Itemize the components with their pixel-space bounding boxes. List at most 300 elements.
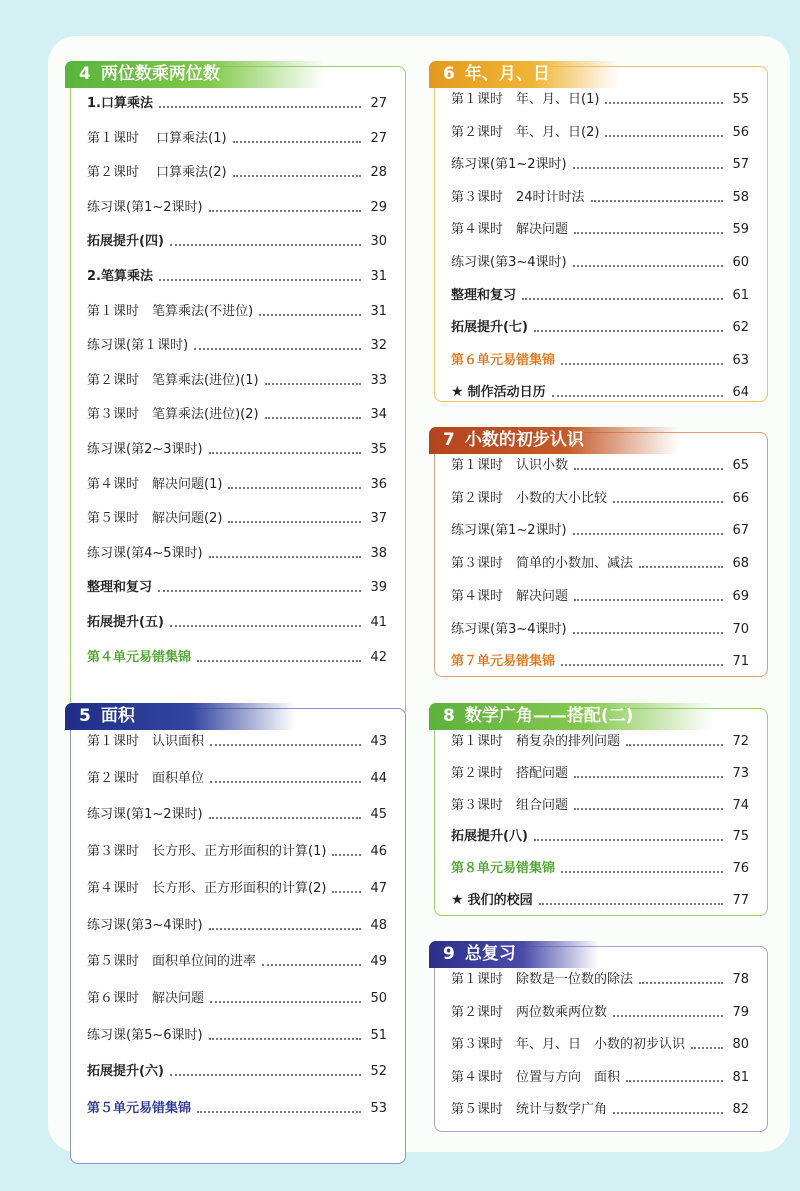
toc-entry-page: 43 [370, 734, 387, 749]
toc-entry-text: 第５课时 解决问题(2) [87, 511, 223, 527]
toc-entry[interactable] [451, 1034, 749, 1054]
toc-entry-label [451, 457, 568, 475]
toc-entry[interactable] [87, 266, 387, 286]
toc-entry-text: 第２课时 两位数乘两位数 [451, 1004, 608, 1020]
toc-entry[interactable] [451, 317, 749, 337]
toc-entry-label [451, 588, 568, 606]
toc-entry-label [451, 765, 568, 783]
dot-leader [210, 744, 361, 746]
dot-leader [332, 854, 361, 856]
dot-leader [626, 1080, 723, 1082]
toc-entry-label [87, 917, 203, 935]
toc-entry[interactable] [451, 285, 749, 305]
toc-entry-text: 练习课(第1~2课时) [451, 523, 567, 539]
dot-leader [170, 625, 361, 627]
dot-leader [158, 590, 361, 592]
unit-card-6 [434, 66, 768, 402]
toc-entry[interactable] [87, 647, 387, 667]
unit-title: 两位数乘两位数 [100, 64, 220, 84]
dot-leader [639, 982, 723, 984]
toc-entry-label [87, 337, 188, 355]
dot-leader [209, 452, 361, 454]
toc-entry-label [87, 649, 191, 667]
toc-entry[interactable] [87, 508, 387, 528]
toc-entry-page: 59 [732, 222, 749, 238]
toc-entry-text: 第１课时 认识面积 [87, 734, 205, 749]
toc-entry-page: 80 [732, 1037, 749, 1052]
dot-leader [552, 395, 723, 397]
toc-entry-label [451, 828, 528, 846]
toc-entry-text: 第１课时 除数是一位数的除法 [451, 972, 634, 987]
toc-entry[interactable] [87, 231, 387, 251]
toc-entry[interactable] [451, 219, 749, 239]
toc-entry[interactable] [451, 763, 749, 783]
toc-entry[interactable] [87, 543, 387, 563]
toc-entry-label [87, 372, 259, 390]
toc-entry-label [451, 733, 620, 751]
unit-number: 5 [79, 706, 91, 726]
toc-entry-text: 拓展提升(四) [87, 234, 164, 250]
toc-entry-label [87, 441, 203, 459]
toc-entry-label [451, 860, 555, 878]
toc-entry-label [87, 130, 227, 148]
toc-entry-label [451, 522, 567, 540]
toc-entry[interactable] [87, 439, 387, 459]
toc-entry[interactable] [451, 553, 749, 573]
dot-leader [574, 599, 723, 601]
toc-entry-page: 31 [370, 303, 387, 319]
toc-entry-label [451, 287, 516, 305]
toc-entry[interactable] [451, 187, 749, 207]
toc-entry-label [87, 303, 253, 321]
toc-entry-label [87, 1063, 164, 1081]
toc-entry-page: 82 [732, 1102, 749, 1117]
dot-leader [534, 839, 723, 841]
toc-entry-page: 66 [732, 490, 749, 506]
unit-title: 面积 [100, 706, 135, 726]
toc-entry-text: 整理和复习 [451, 287, 517, 303]
toc-entry-label [451, 319, 528, 337]
toc-entry-text: 第２课时 笔算乘法(进位)(1) [87, 372, 259, 388]
toc-entry-page: 52 [370, 1064, 387, 1080]
toc-entry[interactable] [451, 890, 749, 910]
dot-leader [613, 1112, 723, 1114]
toc-entry-label [451, 797, 568, 815]
toc-entry-page: 50 [370, 990, 387, 1006]
dot-leader [574, 468, 723, 470]
toc-entry-text: 练习课(第3~4课时) [451, 621, 567, 637]
toc-entry-page: 42 [370, 649, 387, 665]
toc-entry-label [87, 268, 153, 286]
toc-entry[interactable] [451, 252, 749, 272]
dot-leader [209, 817, 361, 819]
dot-leader [573, 167, 723, 169]
toc-entry-page: 27 [370, 130, 387, 146]
unit-card-5 [70, 708, 406, 1164]
dot-leader [561, 363, 723, 365]
unit-card-8 [434, 708, 768, 916]
toc-entry[interactable] [87, 841, 387, 861]
dot-leader [534, 330, 723, 332]
toc-entry-label [451, 383, 546, 402]
toc-entry-page: 30 [370, 234, 387, 250]
toc-entry-page: 53 [370, 1101, 387, 1116]
toc-entry-text: 第７单元易错集锦 [451, 654, 556, 670]
toc-entry-page: 74 [732, 797, 749, 813]
toc-entry-label [451, 1069, 620, 1087]
dot-leader [209, 928, 361, 930]
toc-entry-text: 练习课(第1~2课时) [451, 157, 567, 173]
toc-entry-text: 练习课(第１课时) [87, 338, 189, 354]
toc-entry[interactable] [451, 89, 749, 109]
toc-entry[interactable] [87, 951, 387, 971]
toc-entry-text: 我们的校园 [467, 893, 533, 908]
toc-entry-text: 第１课时 口算乘法(1) [87, 130, 227, 146]
toc-entry-text: 第２课时 年、月、日(2) [451, 124, 600, 140]
toc-entry[interactable] [87, 915, 387, 935]
toc-entry-label [451, 555, 633, 573]
toc-entry-page: 31 [370, 269, 387, 284]
toc-entry-text: 制作活动日历 [467, 385, 546, 401]
dot-leader [209, 210, 361, 212]
dot-leader [539, 903, 723, 905]
toc-entry-label [87, 164, 227, 182]
unit-card-9 [434, 946, 768, 1132]
toc-entry-page: 51 [370, 1027, 387, 1043]
toc-entry-page: 47 [370, 880, 387, 896]
toc-entry-text: 第５单元易错集锦 [87, 1101, 192, 1116]
toc-entry-label [451, 91, 599, 109]
toc-entry-text: 练习课(第3~4课时) [87, 917, 203, 933]
toc-entry-text: 2.笔算乘法 [87, 269, 153, 284]
toc-entry-label [451, 490, 607, 508]
dot-leader [262, 964, 361, 966]
toc-entry-page: 70 [732, 621, 749, 637]
toc-entry-page: 73 [732, 765, 749, 781]
toc-entry-page: 63 [732, 352, 749, 368]
dot-leader [605, 102, 723, 104]
toc-entry-label [87, 953, 256, 971]
dot-leader [170, 244, 361, 246]
toc-entry[interactable] [87, 731, 387, 751]
toc-entry-page: 32 [370, 338, 387, 354]
toc-entry-page: 44 [370, 770, 387, 786]
dot-leader [691, 1047, 723, 1049]
unit-number: 4 [79, 64, 91, 84]
toc-entry[interactable] [87, 577, 387, 597]
toc-entry-text: 第２课时 口算乘法(2) [87, 165, 227, 181]
dot-leader [209, 1038, 361, 1040]
toc-entry-page: 81 [732, 1069, 749, 1085]
toc-entry[interactable] [451, 520, 749, 540]
toc-entry[interactable] [451, 651, 749, 671]
toc-entry-text: 第２课时 搭配问题 [451, 765, 569, 781]
toc-entry-page: 77 [732, 893, 749, 908]
toc-entry-label [451, 1036, 685, 1054]
dot-leader [591, 200, 723, 202]
toc-entry[interactable] [451, 1067, 749, 1087]
toc-entry[interactable] [451, 858, 749, 878]
toc-entry-page: 57 [732, 157, 749, 173]
toc-entry-label [87, 770, 204, 788]
dot-leader [332, 891, 361, 893]
toc-entry[interactable] [87, 1061, 387, 1081]
toc-entry-page: 61 [732, 287, 749, 303]
toc-entry-page: 36 [370, 476, 387, 492]
page-sheet [48, 36, 790, 1152]
toc-entry[interactable] [87, 1098, 387, 1118]
toc-entry[interactable] [451, 969, 749, 989]
unit-title: 总复习 [464, 944, 516, 964]
toc-entry[interactable] [87, 128, 387, 148]
toc-entry[interactable] [87, 474, 387, 494]
toc-entry-text: 第４课时 位置与方向 面积 [451, 1069, 621, 1085]
dot-leader [228, 521, 361, 523]
unit-number: 9 [443, 944, 455, 964]
toc-entry-label [451, 189, 585, 207]
dot-leader [574, 808, 723, 810]
dot-leader [233, 141, 361, 143]
toc-entry-page: 58 [732, 189, 749, 205]
toc-entry-label [87, 733, 204, 751]
toc-entry[interactable] [451, 795, 749, 815]
toc-entry[interactable] [87, 612, 387, 632]
toc-entry-page: 78 [732, 972, 749, 987]
toc-entry[interactable] [87, 768, 387, 788]
toc-entry-label [451, 891, 533, 910]
toc-entry-text: 练习课(第2~3课时) [87, 442, 203, 457]
dot-leader [573, 632, 723, 634]
toc-entry-text: 第３课时 笔算乘法(进位)(2) [87, 407, 259, 423]
toc-entry-text: 练习课(第4~5课时) [87, 545, 203, 561]
toc-entry-text: 拓展提升(五) [87, 615, 164, 630]
dot-leader [626, 744, 723, 746]
toc-entry[interactable] [87, 1025, 387, 1045]
toc-entry[interactable] [451, 731, 749, 751]
dot-leader [605, 135, 723, 137]
toc-entry-page: 76 [732, 861, 749, 877]
toc-entry-label [87, 806, 203, 824]
toc-entry[interactable] [451, 488, 749, 508]
toc-entry-text: 拓展提升(八) [451, 829, 528, 845]
dot-leader [233, 175, 361, 177]
toc-entry[interactable] [451, 154, 749, 174]
toc-entry-label [87, 406, 259, 424]
unit-number: 6 [443, 64, 455, 84]
dot-leader [194, 348, 361, 350]
toc-entry-text: 练习课(第3~4课时) [451, 255, 567, 270]
unit-header-7 [429, 427, 679, 454]
toc-entry-page: 68 [732, 556, 749, 572]
dot-leader [170, 1074, 361, 1076]
toc-entry-label [451, 971, 633, 989]
dot-leader [209, 556, 361, 558]
toc-entry-label [87, 579, 152, 597]
toc-entry-label [87, 95, 153, 113]
unit-header-5 [65, 703, 295, 730]
unit-title: 小数的初步认识 [464, 430, 584, 450]
unit-header-4 [65, 61, 325, 88]
dot-leader [210, 781, 361, 783]
toc-entry-text: 第４课时 解决问题 [451, 588, 569, 604]
toc-entry[interactable] [87, 988, 387, 1008]
toc-entry[interactable] [87, 404, 387, 424]
toc-entry-text: 第１课时 认识小数 [451, 458, 569, 473]
dot-leader [639, 566, 723, 568]
unit-header-9 [429, 941, 599, 968]
toc-entry-label [451, 124, 599, 142]
dot-leader [210, 1001, 361, 1003]
toc-entry-label [87, 510, 222, 528]
unit-card-7 [434, 432, 768, 677]
toc-entry[interactable] [87, 301, 387, 321]
toc-entry-text: 第３课时 组合问题 [451, 797, 569, 813]
toc-entry-text: 第４课时 长方形、正方形面积的计算(2) [87, 880, 327, 896]
toc-entry-label [87, 545, 203, 563]
toc-entry-page: 48 [370, 917, 387, 933]
dot-leader [197, 1111, 361, 1113]
toc-entry-text: 整理和复习 [87, 580, 153, 596]
toc-entry-label [451, 352, 555, 370]
toc-entry[interactable] [451, 350, 749, 370]
toc-entry-page: 62 [732, 320, 749, 336]
toc-entry-page: 72 [732, 734, 749, 749]
toc-entry-page: 38 [370, 545, 387, 561]
toc-entry-page: 45 [370, 807, 387, 823]
toc-entry-label [87, 614, 164, 632]
toc-entry-page: 28 [370, 165, 387, 181]
toc-entry-text: 拓展提升(六) [87, 1064, 164, 1080]
toc-entry[interactable] [87, 370, 387, 390]
toc-entry-text: 第３课时 年、月、日 小数的初步认识 [451, 1037, 686, 1052]
toc-entry[interactable] [87, 197, 387, 217]
toc-entry-label [451, 1004, 607, 1022]
toc-entry-text: 1.口算乘法 [87, 96, 153, 111]
toc-entry[interactable] [451, 382, 749, 402]
toc-entry-text: 第１课时 笔算乘法(不进位) [87, 303, 254, 319]
toc-entry-label [451, 653, 555, 671]
dot-leader [197, 660, 361, 662]
toc-entry-page: 64 [732, 385, 749, 401]
toc-entry[interactable] [451, 826, 749, 846]
toc-entry-page: 79 [732, 1004, 749, 1020]
toc-entry-text: 第３课时 24时计时法 [451, 189, 585, 205]
star-icon: ★ [451, 892, 464, 908]
toc-entry-label [451, 254, 567, 272]
toc-entry-text: 第６单元易错集锦 [451, 352, 556, 368]
toc-entry-label [87, 990, 204, 1008]
unit-header-6 [429, 61, 619, 88]
unit-number: 7 [443, 430, 455, 450]
unit-header-8 [429, 703, 714, 730]
toc-entry-text: 第２课时 小数的大小比较 [451, 490, 608, 506]
toc-entry-label [87, 476, 222, 494]
toc-entry-label [87, 843, 326, 861]
toc-entry[interactable] [451, 1002, 749, 1022]
dot-leader [561, 664, 723, 666]
toc-entry-text: 第１课时 年、月、日(1) [451, 92, 600, 107]
toc-entry-label [87, 1027, 203, 1045]
toc-entry-text: 第４课时 解决问题 [451, 222, 569, 238]
toc-entry[interactable] [87, 162, 387, 182]
star-icon: ★ [451, 384, 464, 401]
toc-entry-text: 第３课时 长方形、正方形面积的计算(1) [87, 844, 327, 860]
toc-entry-text: 第４课时 解决问题(1) [87, 476, 223, 492]
dot-leader [159, 106, 361, 108]
toc-entry-page: 67 [732, 523, 749, 539]
toc-entry[interactable] [87, 878, 387, 898]
toc-entry-text: 练习课(第1~2课时) [87, 807, 203, 823]
toc-entry-page: 41 [370, 615, 387, 630]
unit-number: 8 [443, 706, 455, 726]
dot-leader [265, 383, 361, 385]
dot-leader [574, 776, 723, 778]
toc-entry-text: 第４单元易错集锦 [87, 649, 192, 665]
toc-entry-text: 第６课时 解决问题 [87, 990, 205, 1006]
toc-entry-text: 第３课时 简单的小数加、减法 [451, 556, 634, 572]
toc-entry-page: 60 [732, 255, 749, 270]
toc-entry-label [87, 199, 203, 217]
dot-leader [265, 417, 361, 419]
toc-entry-page: 33 [370, 372, 387, 388]
toc-entry[interactable] [451, 455, 749, 475]
dot-leader [259, 314, 361, 316]
toc-entry-page: 37 [370, 511, 387, 527]
toc-entry[interactable] [451, 122, 749, 142]
toc-entry-page: 55 [732, 92, 749, 107]
toc-entry-page: 46 [370, 844, 387, 860]
toc-entry-page: 65 [732, 458, 749, 473]
toc-entry-label [87, 233, 164, 251]
unit-title: 数学广角——搭配(二) [464, 706, 634, 726]
toc-entry-label [451, 156, 567, 174]
toc-entry-text: 第８单元易错集锦 [451, 861, 556, 877]
dot-leader [159, 279, 361, 281]
toc-entry[interactable] [87, 335, 387, 355]
dot-leader [573, 265, 723, 267]
toc-entry[interactable] [451, 1099, 749, 1119]
toc-entry-text: 拓展提升(七) [451, 320, 528, 336]
dot-leader [573, 533, 723, 535]
toc-entry-text: 第５课时 面积单位间的进率 [87, 954, 257, 970]
toc-entry-text: 练习课(第5~6课时) [87, 1027, 203, 1043]
toc-entry-text: 练习课(第1~2课时) [87, 199, 203, 215]
toc-entry-label [451, 221, 568, 239]
dot-leader [228, 487, 361, 489]
toc-entry-page: 69 [732, 588, 749, 604]
toc-entry-page: 35 [370, 442, 387, 457]
toc-entry[interactable] [451, 619, 749, 639]
toc-entry-text: 第１课时 稍复杂的排列问题 [451, 734, 621, 749]
toc-entry[interactable] [87, 804, 387, 824]
toc-entry-page: 56 [732, 124, 749, 140]
toc-entry-page: 39 [370, 580, 387, 596]
toc-entry-label [451, 1101, 607, 1119]
toc-entry[interactable] [87, 93, 387, 113]
toc-entry-page: 71 [732, 654, 749, 670]
dot-leader [613, 1015, 723, 1017]
toc-entry-label [87, 1100, 191, 1118]
toc-entry-page: 75 [732, 829, 749, 845]
toc-entry[interactable] [451, 586, 749, 606]
toc-entry-text: 第２课时 面积单位 [87, 770, 205, 786]
toc-entry-label [87, 880, 326, 898]
dot-leader [613, 501, 723, 503]
toc-entry-page: 34 [370, 407, 387, 423]
dot-leader [522, 298, 723, 300]
toc-entry-page: 27 [370, 96, 387, 111]
dot-leader [561, 871, 723, 873]
